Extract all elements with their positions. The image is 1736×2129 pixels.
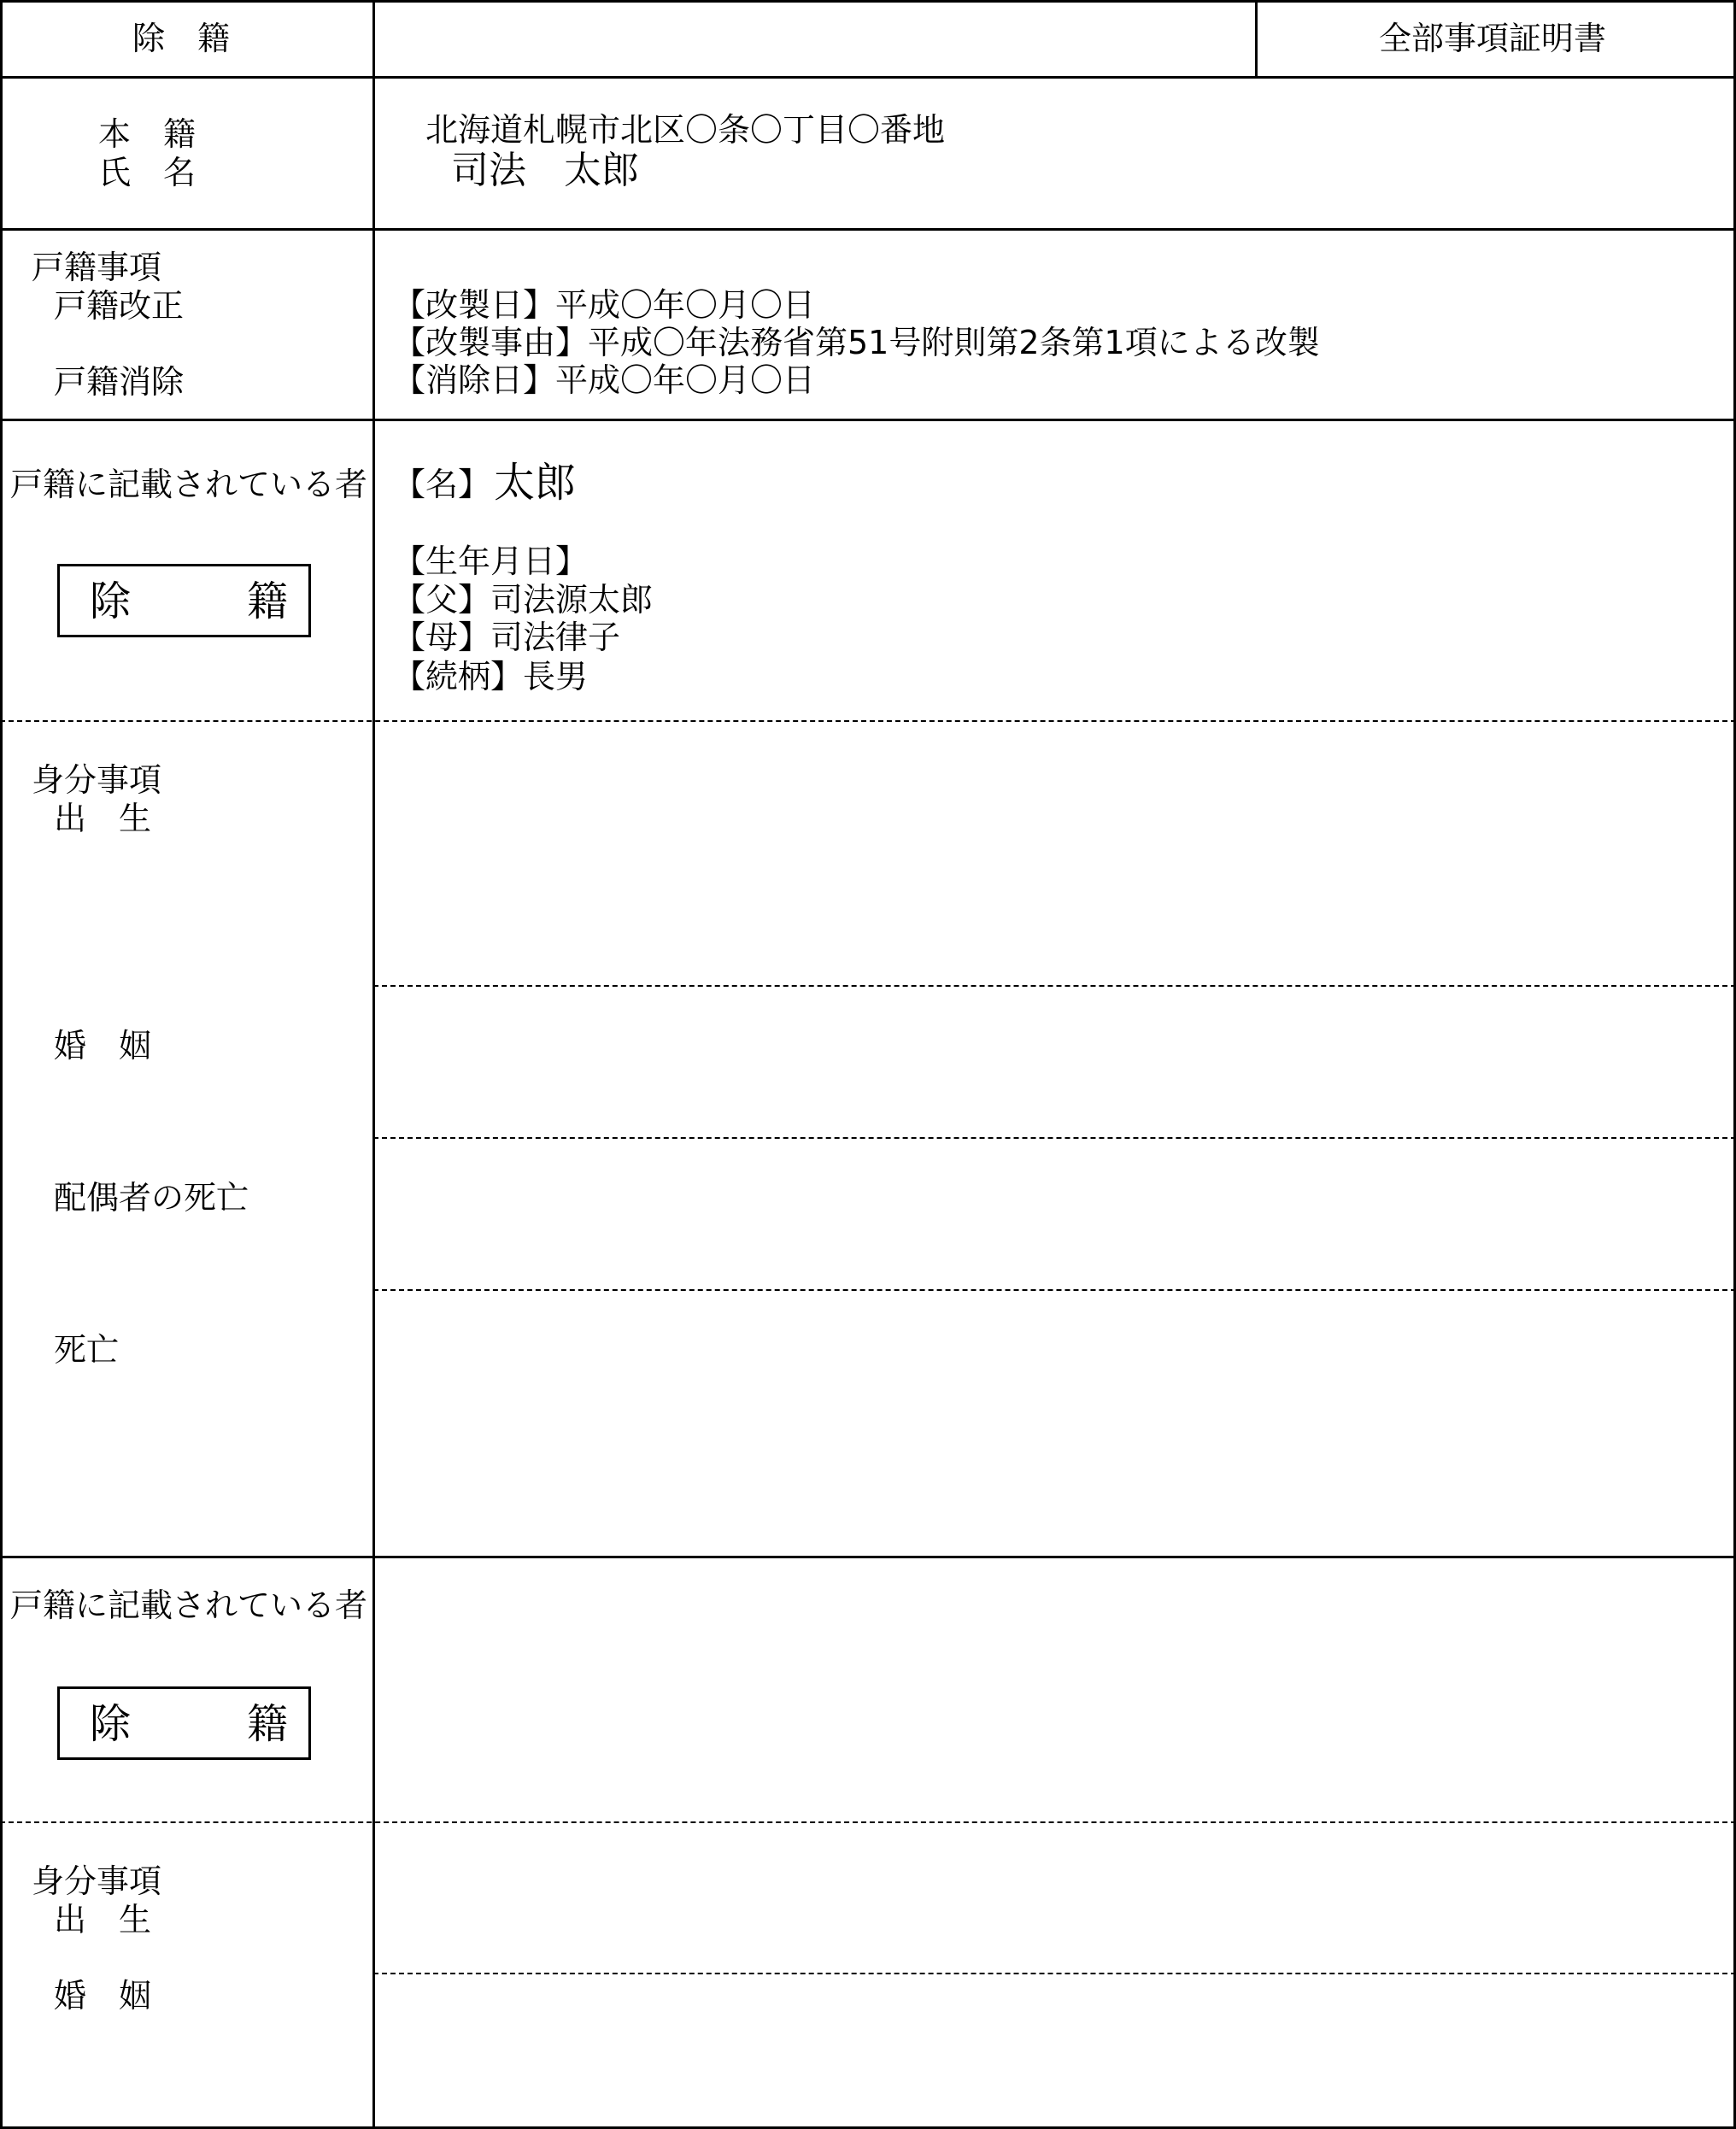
- kaisei-date: 【改製日】平成〇年〇月〇日: [393, 286, 816, 324]
- document-title: 全部事項証明書: [1379, 20, 1607, 57]
- person1-event-death: 死亡: [54, 1331, 120, 1369]
- honseki-address: 北海道札幌市北区〇条〇丁目〇番地: [425, 111, 946, 149]
- person1-event-marriage: 婚 姻: [54, 1027, 152, 1064]
- person1-label: 戸籍に記載されている者: [10, 466, 368, 503]
- person1-relationship: 【続柄】長男: [393, 658, 589, 695]
- person1-name: 太郎: [494, 459, 577, 507]
- dashed-divider-person1: [0, 720, 1736, 722]
- border-top: [0, 0, 1736, 3]
- honseki-label: 本 籍: [98, 115, 196, 153]
- person2-label: 戸籍に記載されている者: [10, 1586, 368, 1624]
- person1-father: 【父】司法源太郎: [393, 581, 654, 619]
- stamp-char-right: 籍: [247, 1700, 289, 1748]
- dashed-divider-person2: [0, 1821, 1736, 1823]
- person2-event-marriage: 婚 姻: [54, 1977, 152, 2015]
- shojo-date: 【消除日】平成〇年〇月〇日: [393, 361, 816, 399]
- stamp-char-left: 除: [90, 1700, 132, 1748]
- stamp-char-right: 籍: [247, 578, 289, 625]
- shimei-value: 司法 太郎: [451, 149, 639, 192]
- person1-event-birth: 出 生: [54, 800, 152, 837]
- dashed-divider-spouse-death: [373, 1289, 1736, 1291]
- header-title-divider: [1255, 0, 1258, 78]
- person1-joseki-stamp: [57, 564, 311, 637]
- koseki-jiko-label: 戸籍事項: [32, 249, 162, 286]
- person2-joseki-stamp: [57, 1686, 311, 1760]
- status-label: 除 籍: [132, 20, 231, 57]
- person2-mibun-label: 身分事項: [32, 1862, 162, 1900]
- row-divider-koseki: [0, 419, 1736, 421]
- row-divider-header: [0, 76, 1736, 79]
- row-divider-registry: [0, 228, 1736, 231]
- dashed-divider-person2-birth: [373, 1973, 1736, 1974]
- koseki-shojo-label: 戸籍消除: [54, 363, 185, 401]
- dashed-divider-marriage: [373, 1137, 1736, 1139]
- person1-name-tag: 【名】: [393, 466, 491, 503]
- person2-event-birth: 出 生: [54, 1901, 152, 1938]
- person1-birthdate: 【生年月日】: [393, 543, 589, 580]
- column-divider: [372, 0, 375, 2129]
- shimei-label: 氏 名: [98, 154, 196, 191]
- person1-mibun-label: 身分事項: [32, 761, 162, 799]
- kaisei-reason: 【改製事由】平成〇年法務省第51号附則第2条第1項による改製: [393, 324, 1320, 361]
- row-divider-person2: [0, 1556, 1736, 1558]
- dashed-divider-birth: [373, 985, 1736, 987]
- person1-mother: 【母】司法律子: [393, 619, 621, 656]
- stamp-char-left: 除: [90, 578, 132, 625]
- koseki-kaisei-label: 戸籍改正: [54, 287, 185, 325]
- person1-event-spouse-death: 配偶者の死亡: [54, 1179, 249, 1217]
- border-left: [0, 0, 3, 2129]
